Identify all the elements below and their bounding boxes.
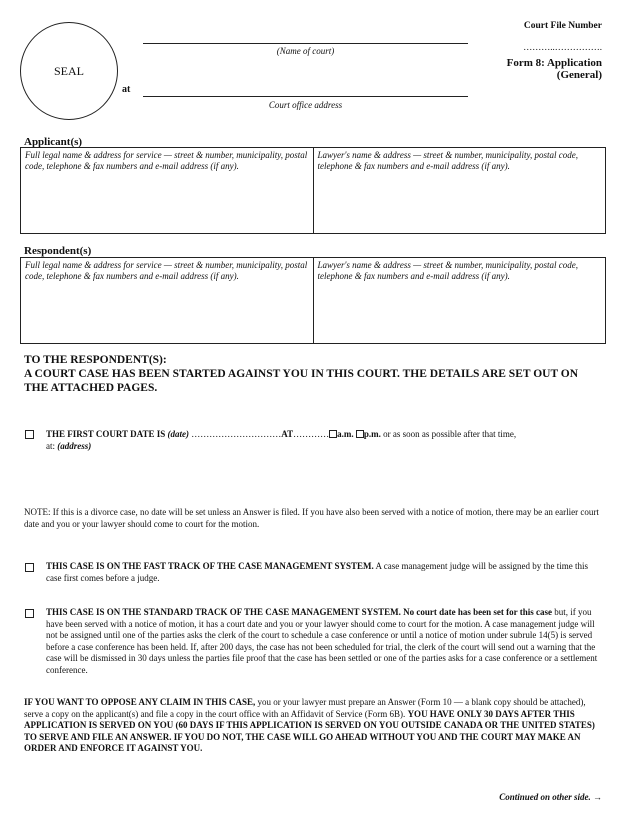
standard-track-body: but, if you have been served with a notice of motion, it has a court date and you or your lawyer should come to court for the motion. A case management judge will not be assigned until one of the parties asks the clerk of the court to schedule a case conference or until a notice of motion under subrule 14(5) is served before a case conference has been held. If, after 200 days, the case has not been scheduled for trial, the clerk of the court will send out a warning that the case will be dismissed in 30 days unless the parties file proof that the case has been settled or one of the parties asks for a case conference or a settlement conference. bbox=[46, 607, 598, 675]
applicant-lawyer-field[interactable]: Lawyer's name & address — street & number, municipality, postal code, telephone & fax numbers and e-mail address (if any). bbox=[313, 148, 606, 233]
pm-checkbox[interactable] bbox=[356, 430, 364, 438]
first-court-date-line bbox=[46, 428, 606, 452]
applicants-heading: Applicant(s) bbox=[24, 136, 83, 148]
address-prefix: at: bbox=[46, 441, 55, 451]
fast-track-text bbox=[46, 561, 601, 584]
time-field[interactable]: ………… bbox=[293, 429, 330, 439]
form-title-line2: (General) bbox=[556, 69, 602, 81]
standard-track-checkbox[interactable] bbox=[25, 609, 34, 618]
form-title-line1: Form 8: Application bbox=[506, 57, 602, 69]
oppose-claim-heading: IF YOU WANT TO OPPOSE ANY CLAIM IN THIS CASE, bbox=[24, 697, 256, 707]
first-court-date-prefix: THE FIRST COURT DATE IS bbox=[46, 429, 166, 439]
am-checkbox[interactable] bbox=[329, 430, 337, 438]
divorce-note: NOTE: If this is a divorce case, no date will be set unless an Answer is filed. If you have also been served with a notice of motion, there may be an earlier court date and you or your lawyer should come to court for the motion. bbox=[24, 507, 599, 529]
first-court-date-suffix: or as soon as possible after that time, bbox=[380, 429, 517, 439]
respondents-box bbox=[20, 257, 606, 344]
at-time-label: AT bbox=[281, 429, 294, 439]
case-started-notice: A COURT CASE HAS BEEN STARTED AGAINST YOU IN THIS COURT. THE DETAILS ARE SET OUT ON THE ATTACHED PAGES. bbox=[24, 368, 579, 394]
form-title bbox=[507, 57, 602, 81]
continued-note bbox=[499, 792, 602, 802]
continued-text: Continued on other side. bbox=[499, 792, 591, 802]
respondents-heading: Respondent(s) bbox=[24, 245, 92, 257]
date-field[interactable]: ………………………… bbox=[188, 429, 282, 439]
standard-track-no-date: No court date has been set for this case bbox=[400, 607, 552, 617]
court-office-line[interactable] bbox=[143, 96, 468, 97]
standard-track-heading: THIS CASE IS ON THE STANDARD TRACK OF THE CASE MANAGEMENT SYSTEM. bbox=[46, 607, 401, 617]
fast-track-heading: THIS CASE IS ON THE FAST TRACK OF THE CASE MANAGEMENT SYSTEM. bbox=[46, 561, 374, 571]
oppose-claim-text bbox=[24, 697, 601, 755]
applicants-box bbox=[20, 147, 606, 234]
am-label: a.m. bbox=[337, 429, 354, 439]
court-office-caption: Court office address bbox=[268, 100, 343, 110]
date-label: (date) bbox=[167, 429, 189, 439]
standard-track-text bbox=[46, 607, 601, 676]
fast-track-body: A case management judge will be assigned by the time this case first comes before a judge. bbox=[46, 561, 588, 583]
oppose-claim-body: you or your lawyer must prepare an Answer (Form 10 — a blank copy should be attached), serve a copy on the applicant(s) and file a copy in the court office with an Affidavit of Service (Form 6B). bbox=[24, 697, 586, 719]
first-court-date-checkbox[interactable] bbox=[25, 430, 34, 439]
respondent-party-field[interactable]: Full legal name & address for service — street & number, municipality, postal code, telephone & fax numbers and e-mail address (if any). bbox=[25, 260, 308, 281]
court-file-number-field[interactable]: ………..……………. bbox=[523, 42, 602, 52]
arrow-right-icon: → bbox=[593, 792, 602, 802]
pm-label: p.m. bbox=[363, 429, 381, 439]
to-respondents-heading: TO THE RESPONDENT(S): bbox=[24, 354, 167, 366]
oppose-claim-deadline: YOU HAVE ONLY 30 DAYS AFTER THIS APPLICATION IS SERVED ON YOU (60 DAYS IF THIS APPLICATION IS SERVED ON YOU OUTSIDE CANADA OR THE UNITED STATES) TO SERVE AND FILE AN ANSWER. IF YOU DO NOT, THE CASE WILL GO AHEAD WITHOUT YOU AND THE COURT MAY MAKE AN ORDER AND ENFORCE IT AGAINST YOU. bbox=[24, 708, 595, 753]
respondent-lawyer-field[interactable]: Lawyer's name & address — street & number, municipality, postal code, telephone & fax numbers and e-mail address (if any). bbox=[313, 258, 606, 343]
address-label[interactable]: (address) bbox=[57, 441, 92, 451]
seal-label: SEAL bbox=[54, 63, 84, 78]
applicant-party-field[interactable]: Full legal name & address for service — street & number, municipality, postal code, telephone & fax numbers and e-mail address (if any). bbox=[25, 150, 308, 171]
court-name-line[interactable] bbox=[143, 43, 468, 44]
to-respondents-block bbox=[24, 353, 599, 395]
at-label: at bbox=[122, 84, 131, 95]
court-file-label: Court File Number bbox=[523, 21, 602, 31]
seal-circle bbox=[20, 22, 118, 120]
court-name-caption: (Name of court) bbox=[276, 46, 335, 56]
fast-track-checkbox[interactable] bbox=[25, 563, 34, 572]
